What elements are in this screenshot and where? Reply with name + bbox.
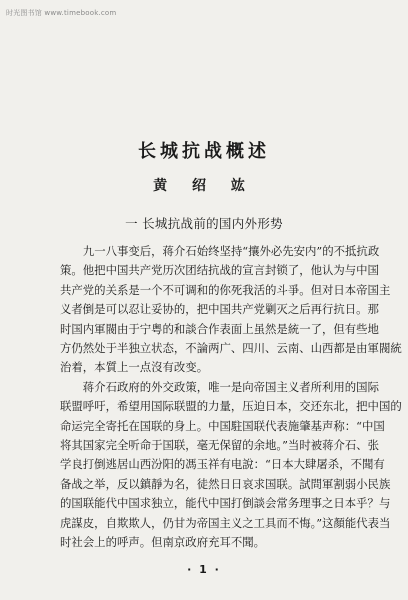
text-line: 共产党的关系是一个不可调和的你死我活的斗爭。但对日本帝国主 <box>60 282 391 297</box>
text-line: 方仍然处于半独立状态，不論两广、四川、云南、山西都是由軍閥統 <box>60 341 402 356</box>
text-line: 时国内軍閥由于宁粤的和談合作表面上虽然是統一了，但有些地 <box>60 321 379 336</box>
page-number: · 1 · <box>187 563 221 576</box>
text-line: 策。他把中国共产党历次团结抗战的宣言封锁了，他认为与中国 <box>60 263 379 278</box>
text-line: 的国联能代中国求独立，能代中国打倒談会常务理事之日本乎？与 <box>60 496 391 511</box>
text-line: 九一八事变后，蒋介石始终坚持“攘外必先安内”的不抵抗政 <box>82 244 380 258</box>
text-line: 命运完全寄托在国联的身上。中国駐国联代表施肇基声称：“中国 <box>60 418 385 433</box>
article-title: 长城抗战概述 <box>138 141 270 162</box>
text-line: 备战之举，反以鎮靜为名，徒然日日哀求国联。試問軍割弱小民族 <box>60 476 391 491</box>
text-line: 联盟呼吁，希望用国际联盟的力量，压迫日本，交还东北，把中国的 <box>60 399 402 414</box>
paragraph-1 <box>60 242 402 378</box>
section-heading: 一 长城抗战前的国内外形势 <box>125 216 283 231</box>
text-line: 蒋介石政府的外交政策，唯一是向帝国主义者所利用的国际 <box>82 379 379 394</box>
text-line: 虎謀皮，自欺欺人，仍甘为帝国主义之工具而不悔。”这顏能代表当 <box>60 515 391 530</box>
paragraph-2 <box>60 378 402 553</box>
text-line: 义者倒是可以忍让妥协的，把中国共产党剿灭之后再行抗日。那 <box>60 302 379 317</box>
watermark: 时光图书馆 www.timebook.com <box>6 9 117 17</box>
text-line: 时社会上的呼声。但南京政府充耳不聞。 <box>60 535 266 550</box>
author-name: 黄 绍 竑 <box>153 178 255 194</box>
text-line: 将其国家完全听命于国联，毫无保留的余地。”当时被蒋介石、张 <box>60 438 380 453</box>
text-line: 学良打倒逃居山西汾阳的馮玉祥有电說：“日本大肆屠杀，不聞有 <box>60 457 385 472</box>
body-text <box>60 242 402 553</box>
text-line: 治着，本質上一点沒有改变。 <box>60 360 209 375</box>
